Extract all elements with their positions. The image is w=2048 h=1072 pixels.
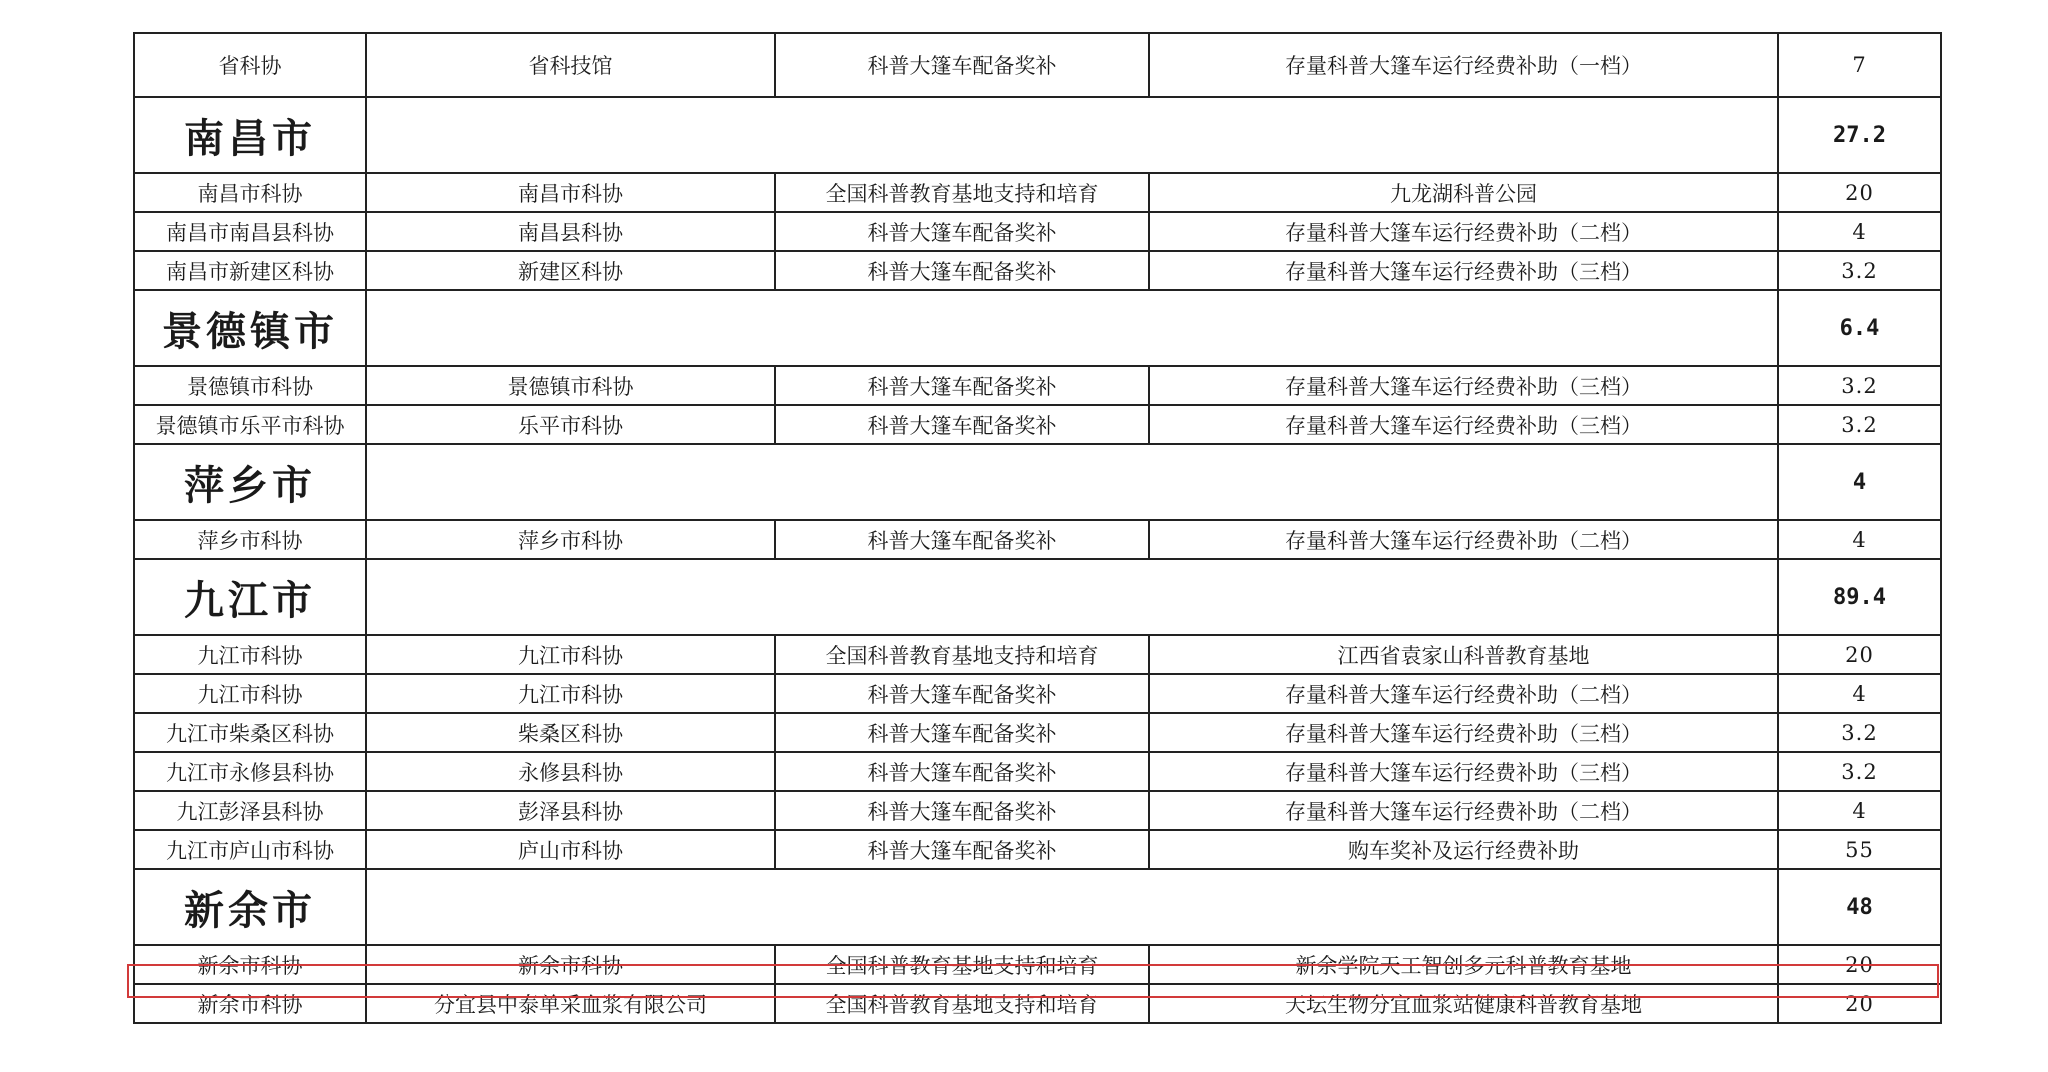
item-cell: 江西省袁家山科普教育基地 <box>1149 635 1778 674</box>
project-cell: 全国科普教育基地支持和培育 <box>775 945 1149 984</box>
project-cell: 科普大篷车配备奖补 <box>775 366 1149 405</box>
unit-cell: 新余市科协 <box>134 984 366 1023</box>
amount-cell: 4 <box>1778 212 1941 251</box>
city-name: 景德镇市 <box>134 290 366 366</box>
city-total: 27.2 <box>1778 97 1941 173</box>
amount-cell: 3.2 <box>1778 752 1941 791</box>
funding-table <box>133 32 1942 1024</box>
city-total: 48 <box>1778 869 1941 945</box>
unit-cell: 南昌市新建区科协 <box>134 251 366 290</box>
amount-cell: 20 <box>1778 173 1941 212</box>
item-cell: 存量科普大篷车运行经费补助（一档） <box>1149 33 1778 97</box>
unit-cell: 九江彭泽县科协 <box>134 791 366 830</box>
city-name: 九江市 <box>134 559 366 635</box>
city-header-row <box>134 869 1941 945</box>
city-header-row <box>134 559 1941 635</box>
unit-cell: 南昌市科协 <box>134 173 366 212</box>
table-row <box>134 366 1941 405</box>
recipient-cell: 分宜县中泰单采血浆有限公司 <box>366 984 775 1023</box>
city-blank-cell <box>366 559 1778 635</box>
project-cell: 科普大篷车配备奖补 <box>775 212 1149 251</box>
amount-cell: 4 <box>1778 520 1941 559</box>
city-total: 6.4 <box>1778 290 1941 366</box>
table-body <box>134 33 1941 1023</box>
project-cell: 全国科普教育基地支持和培育 <box>775 173 1149 212</box>
amount-cell: 4 <box>1778 674 1941 713</box>
recipient-cell: 新余市科协 <box>366 945 775 984</box>
table-row <box>134 635 1941 674</box>
city-header-row <box>134 97 1941 173</box>
table-row <box>134 830 1941 869</box>
city-total: 89.4 <box>1778 559 1941 635</box>
table-row <box>134 212 1941 251</box>
unit-cell: 九江市庐山市科协 <box>134 830 366 869</box>
project-cell: 科普大篷车配备奖补 <box>775 405 1149 444</box>
table-row <box>134 33 1941 97</box>
table-row-highlighted <box>134 945 1941 984</box>
amount-cell: 3.2 <box>1778 713 1941 752</box>
item-cell: 九龙湖科普公园 <box>1149 173 1778 212</box>
amount-cell: 55 <box>1778 830 1941 869</box>
project-cell: 全国科普教育基地支持和培育 <box>775 635 1149 674</box>
item-cell: 存量科普大篷车运行经费补助（三档） <box>1149 366 1778 405</box>
unit-cell: 萍乡市科协 <box>134 520 366 559</box>
city-name: 萍乡市 <box>134 444 366 520</box>
table-row <box>134 984 1941 1023</box>
recipient-cell: 永修县科协 <box>366 752 775 791</box>
item-cell: 天坛生物分宜血浆站健康科普教育基地 <box>1149 984 1778 1023</box>
unit-cell: 九江市科协 <box>134 674 366 713</box>
project-cell: 科普大篷车配备奖补 <box>775 674 1149 713</box>
project-cell: 科普大篷车配备奖补 <box>775 713 1149 752</box>
item-cell: 存量科普大篷车运行经费补助（二档） <box>1149 520 1778 559</box>
item-cell: 存量科普大篷车运行经费补助（三档） <box>1149 405 1778 444</box>
item-cell: 存量科普大篷车运行经费补助（二档） <box>1149 791 1778 830</box>
recipient-cell: 新建区科协 <box>366 251 775 290</box>
item-cell: 存量科普大篷车运行经费补助（二档） <box>1149 212 1778 251</box>
project-cell: 科普大篷车配备奖补 <box>775 251 1149 290</box>
city-name: 新余市 <box>134 869 366 945</box>
amount-cell: 3.2 <box>1778 251 1941 290</box>
city-blank-cell <box>366 290 1778 366</box>
project-cell: 科普大篷车配备奖补 <box>775 830 1149 869</box>
recipient-cell: 省科技馆 <box>366 33 775 97</box>
item-cell: 存量科普大篷车运行经费补助（二档） <box>1149 674 1778 713</box>
city-blank-cell <box>366 97 1778 173</box>
amount-cell: 4 <box>1778 791 1941 830</box>
item-cell: 存量科普大篷车运行经费补助（三档） <box>1149 713 1778 752</box>
amount-cell: 3.2 <box>1778 366 1941 405</box>
city-blank-cell <box>366 869 1778 945</box>
amount-cell: 7 <box>1778 33 1941 97</box>
project-cell: 全国科普教育基地支持和培育 <box>775 984 1149 1023</box>
table-row <box>134 405 1941 444</box>
unit-cell: 省科协 <box>134 33 366 97</box>
city-name: 南昌市 <box>134 97 366 173</box>
project-cell: 科普大篷车配备奖补 <box>775 752 1149 791</box>
unit-cell: 景德镇市科协 <box>134 366 366 405</box>
project-cell: 科普大篷车配备奖补 <box>775 791 1149 830</box>
table-row <box>134 520 1941 559</box>
table-row <box>134 713 1941 752</box>
item-cell: 购车奖补及运行经费补助 <box>1149 830 1778 869</box>
recipient-cell: 景德镇市科协 <box>366 366 775 405</box>
project-cell: 科普大篷车配备奖补 <box>775 33 1149 97</box>
unit-cell: 景德镇市乐平市科协 <box>134 405 366 444</box>
recipient-cell: 南昌市科协 <box>366 173 775 212</box>
table-row <box>134 173 1941 212</box>
item-cell: 存量科普大篷车运行经费补助（三档） <box>1149 251 1778 290</box>
recipient-cell: 柴桑区科协 <box>366 713 775 752</box>
city-header-row <box>134 290 1941 366</box>
city-header-row <box>134 444 1941 520</box>
item-cell: 新余学院天工智创多元科普教育基地 <box>1149 945 1778 984</box>
unit-cell: 南昌市南昌县科协 <box>134 212 366 251</box>
amount-cell: 3.2 <box>1778 405 1941 444</box>
unit-cell: 九江市永修县科协 <box>134 752 366 791</box>
amount-cell: 20 <box>1778 635 1941 674</box>
recipient-cell: 庐山市科协 <box>366 830 775 869</box>
recipient-cell: 九江市科协 <box>366 635 775 674</box>
city-total: 4 <box>1778 444 1941 520</box>
recipient-cell: 彭泽县科协 <box>366 791 775 830</box>
unit-cell: 九江市柴桑区科协 <box>134 713 366 752</box>
unit-cell: 九江市科协 <box>134 635 366 674</box>
table-row <box>134 251 1941 290</box>
recipient-cell: 南昌县科协 <box>366 212 775 251</box>
table-row <box>134 752 1941 791</box>
item-cell: 存量科普大篷车运行经费补助（三档） <box>1149 752 1778 791</box>
table-row <box>134 791 1941 830</box>
table-row <box>134 674 1941 713</box>
recipient-cell: 九江市科协 <box>366 674 775 713</box>
recipient-cell: 乐平市科协 <box>366 405 775 444</box>
amount-cell: 20 <box>1778 984 1941 1023</box>
amount-cell: 20 <box>1778 945 1941 984</box>
unit-cell: 新余市科协 <box>134 945 366 984</box>
recipient-cell: 萍乡市科协 <box>366 520 775 559</box>
project-cell: 科普大篷车配备奖补 <box>775 520 1149 559</box>
city-blank-cell <box>366 444 1778 520</box>
